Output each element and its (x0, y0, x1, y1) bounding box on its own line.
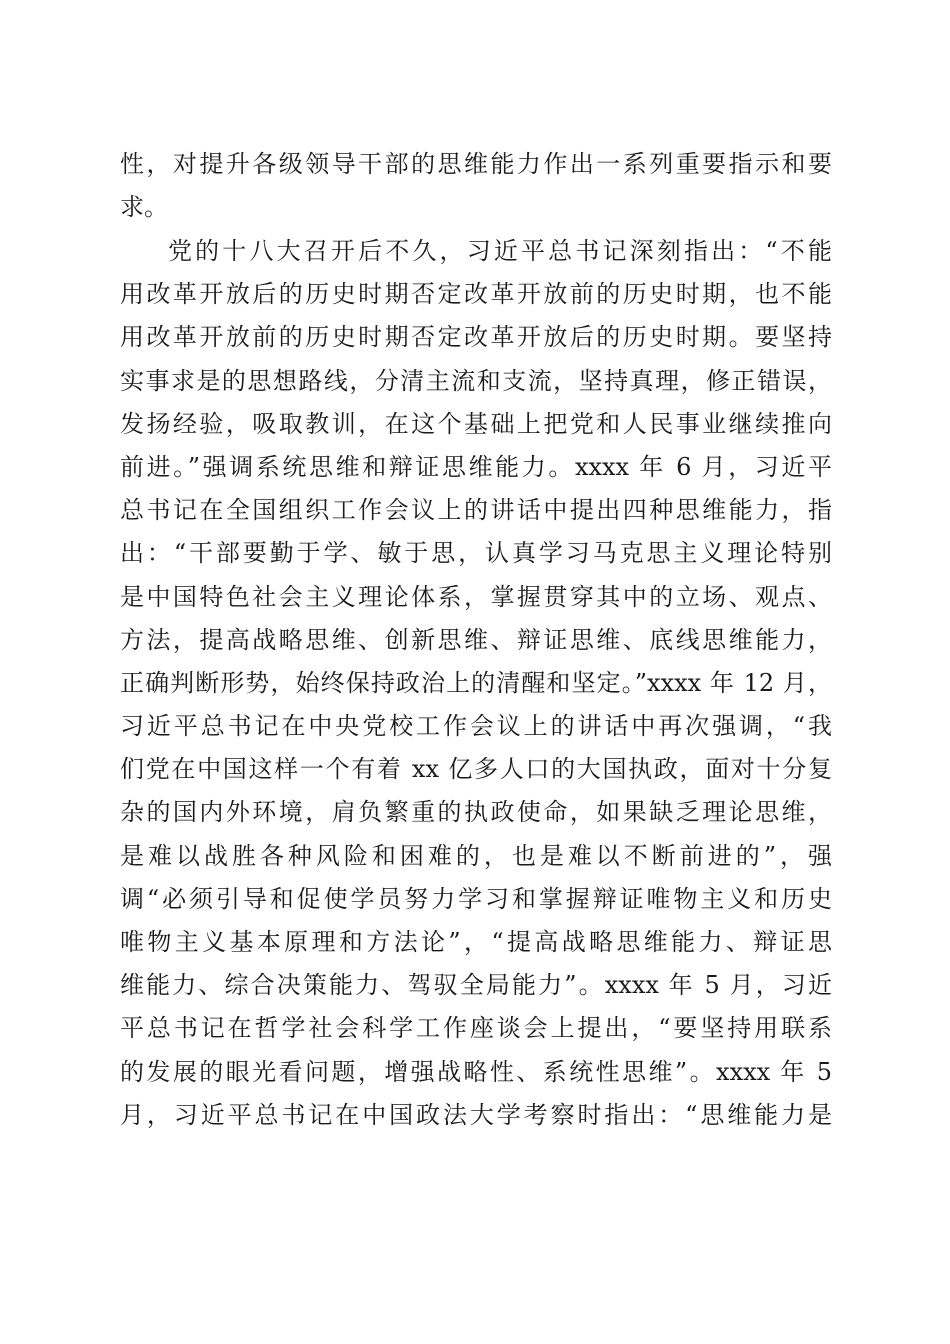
text-line: 实事求是的思想路线，分清主流和支流，坚持真理，修正错误， (120, 366, 832, 395)
text-line: 是难以战胜各种风险和困难的，也是难以不断前进的”，强 (120, 841, 832, 870)
text-line: 是中国特色社会主义理论体系，掌握贯穿其中的立场、观点、 (120, 582, 832, 611)
text-line: 前进。”强调系统思维和辩证思维能力。xxxx 年 6 月，习近平 (120, 452, 832, 481)
text-line: 杂的国内外环境，肩负繁重的执政使命，如果缺乏理论思维， (120, 798, 832, 827)
text-line: 求。 (120, 193, 168, 222)
paragraph-2 (120, 230, 832, 1137)
text-line: 正确判断形势，始终保持政治上的清醒和坚定。”xxxx 年 12 月， (120, 668, 832, 697)
text-line: 平总书记在哲学社会科学工作座谈会上提出，“要坚持用联系 (120, 1014, 832, 1043)
text-line: 习近平总书记在中央党校工作会议上的讲话中再次强调，“我 (120, 712, 832, 741)
text-line: 唯物主义基本原理和方法论”，“提高战略思维能力、辩证思 (120, 928, 832, 956)
text-line: 们党在中国这样一个有着 xx 亿多人口的大国执政，面对十分复 (120, 755, 832, 784)
text-line: 用改革开放前的历史时期否定改革开放后的历史时期。要坚持 (120, 323, 832, 352)
text-line: 总书记在全国组织工作会议上的讲话中提出四种思维能力，指 (120, 496, 832, 525)
text-line: 维能力、综合决策能力、驾驭全局能力”。xxxx 年 5 月，习近 (120, 971, 832, 1000)
text-line: 发扬经验，吸取教训，在这个基础上把党和人民事业继续推向 (120, 409, 832, 438)
text-line: 用改革开放后的历史时期否定改革开放前的历史时期，也不能 (120, 280, 832, 309)
paragraph-1 (120, 143, 832, 229)
text-line: 党的十八大召开后不久，习近平总书记深刻指出：“不能 (168, 237, 832, 265)
text-line: 方法，提高战略思维、创新思维、辩证思维、底线思维能力， (120, 625, 832, 654)
text-line: 性，对提升各级领导干部的思维能力作出一系列重要指示和要 (120, 150, 832, 178)
text-line: 出：“干部要勤于学、敏于思，认真学习马克思主义理论特别 (120, 539, 832, 568)
text-line: 的发展的眼光看问题，增强战略性、系统性思维”。xxxx 年 5 (120, 1057, 832, 1086)
text-line: 月，习近平总书记在中国政法大学考察时指出：“思维能力是 (120, 1100, 832, 1129)
text-line: 调“必须引导和促使学员努力学习和掌握辩证唯物主义和历史 (120, 884, 832, 913)
